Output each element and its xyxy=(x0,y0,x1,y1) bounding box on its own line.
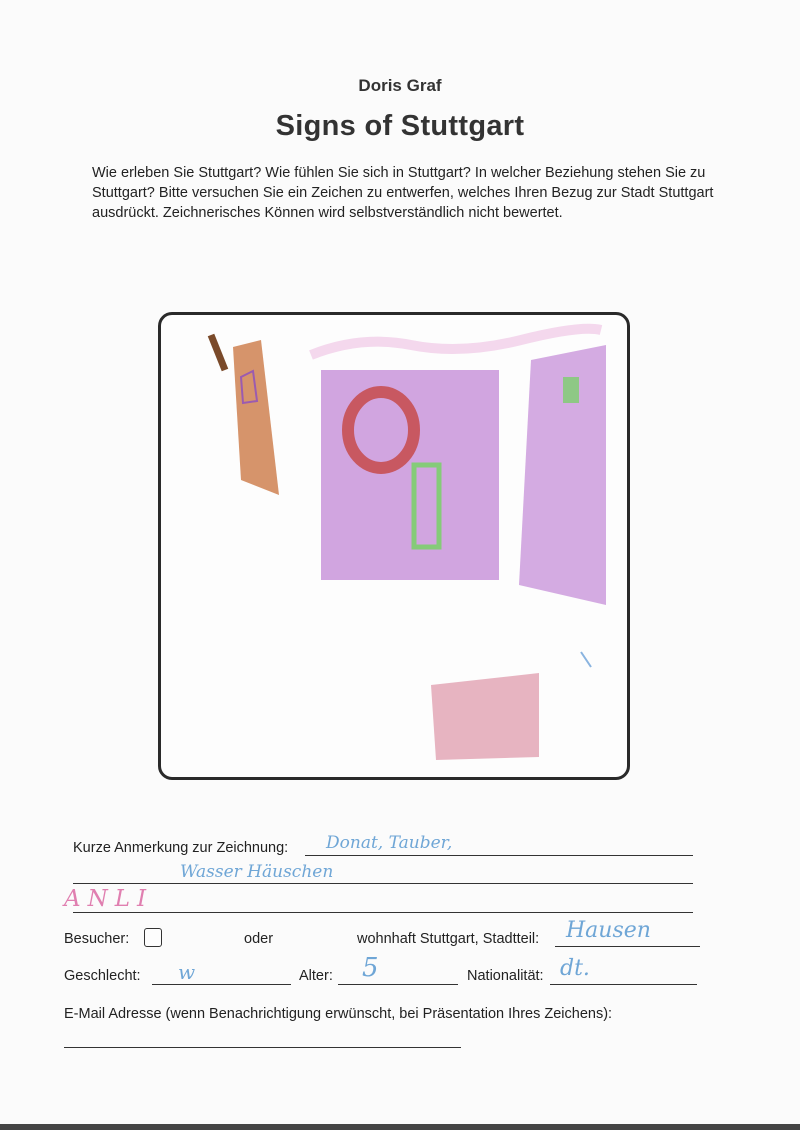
age-label: Alter: xyxy=(299,968,333,984)
orange-house xyxy=(233,340,279,495)
nationality-label: Nationalität: xyxy=(467,968,544,984)
pink-block xyxy=(431,673,539,760)
remark-label: Kurze Anmerkung zur Zeichnung: xyxy=(73,840,289,856)
remark-value-3: ANLI xyxy=(64,886,154,912)
gender-line[interactable] xyxy=(152,984,291,985)
gender-label: Geschlecht: xyxy=(64,968,141,984)
nationality-value: dt. xyxy=(560,956,590,981)
visitor-checkbox[interactable] xyxy=(144,928,162,947)
intro-text: Wie erleben Sie Stuttgart? Wie fühlen Sie sich in Stuttgart? In welcher Beziehung stehen Sie zu Stuttgart? Bitte versuchen Sie ein Zeichen zu entwerfen, welches Ihren Bezug zur Stadt Stuttgart ausdrückt. Zeichnerisches Können wird selbstverständlich nicht bewertet. xyxy=(92,165,714,221)
green-window xyxy=(563,377,579,403)
blue-mark xyxy=(581,652,591,667)
resident-line[interactable] xyxy=(555,946,700,947)
remark-value-2: Wasser Häuschen xyxy=(180,862,334,882)
resident-label: wohnhaft Stuttgart, Stadtteil: xyxy=(357,931,540,947)
page-title: Signs of Stuttgart xyxy=(275,110,525,142)
age-value: 5 xyxy=(362,953,379,983)
author-name: Doris Graf xyxy=(358,76,442,95)
age-line[interactable] xyxy=(338,984,458,985)
nationality-line[interactable] xyxy=(550,984,697,985)
visitor-label: Besucher: xyxy=(64,931,130,947)
purple-tower xyxy=(519,345,606,605)
remark-value-1: Donat, Tauber, xyxy=(326,833,453,853)
child-drawing xyxy=(161,315,627,777)
email-line[interactable] xyxy=(64,1047,461,1048)
remark-line-3[interactable] xyxy=(73,912,693,913)
remark-line-2[interactable] xyxy=(73,883,693,884)
drawing-frame xyxy=(158,312,630,780)
email-label: E-Mail Adresse (wenn Benachrichtigung erwünscht, bei Präsentation Ihres Zeichens): xyxy=(64,1006,613,1022)
or-label: oder xyxy=(244,931,274,947)
gender-value: w xyxy=(178,960,196,984)
remark-line-1[interactable] xyxy=(305,855,693,856)
brush-mark xyxy=(211,335,225,370)
scan-edge xyxy=(0,1124,800,1130)
resident-value: Hausen xyxy=(566,918,651,943)
sky-scribble xyxy=(311,329,601,355)
